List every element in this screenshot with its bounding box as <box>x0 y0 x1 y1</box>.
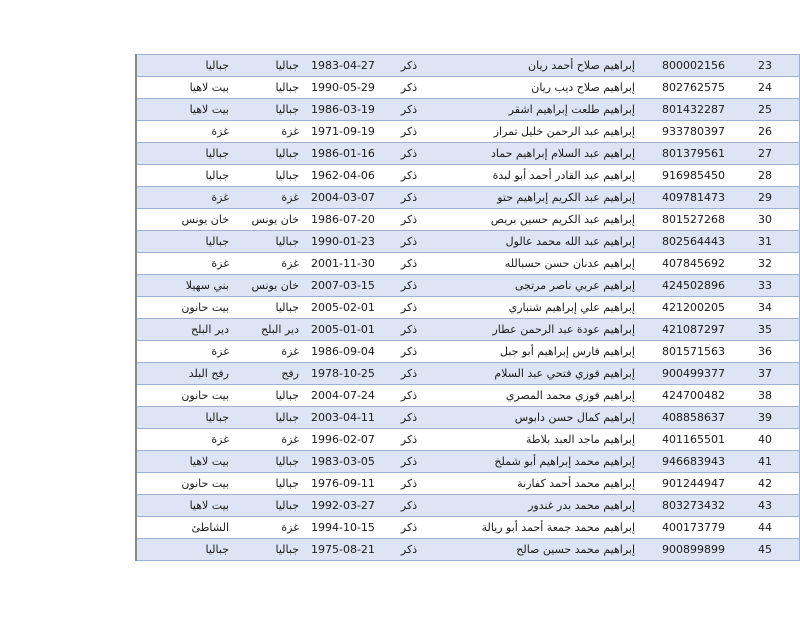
birth-date-cell: 2005-02-01 <box>305 297 379 319</box>
area-cell: الشاطئ <box>136 517 235 539</box>
birth-date-cell: 1976-09-11 <box>305 473 379 495</box>
full-name-cell: إبراهيم محمد إبراهيم أبو شملخ <box>439 451 641 473</box>
governorate-cell: رفح <box>235 363 305 385</box>
birth-date-cell: 1983-04-27 <box>305 55 379 77</box>
row-number-cell: 42 <box>731 473 800 495</box>
id-number-cell: 801571563 <box>641 341 731 363</box>
table-row <box>136 473 800 495</box>
governorate-cell: خان يونس <box>235 209 305 231</box>
governorate-cell: غزة <box>235 121 305 143</box>
id-number-cell: 946683943 <box>641 451 731 473</box>
gender-cell: ذكر <box>379 77 439 99</box>
gender-cell: ذكر <box>379 429 439 451</box>
area-cell: بيت لاهيا <box>136 495 235 517</box>
birth-date-cell: 2004-03-07 <box>305 187 379 209</box>
gender-cell: ذكر <box>379 473 439 495</box>
id-number-cell: 400173779 <box>641 517 731 539</box>
gender-cell: ذكر <box>379 165 439 187</box>
gender-cell: ذكر <box>379 231 439 253</box>
birth-date-cell: 1990-05-29 <box>305 77 379 99</box>
id-number-cell: 933780397 <box>641 121 731 143</box>
id-number-cell: 421200205 <box>641 297 731 319</box>
area-cell: جباليا <box>136 539 235 561</box>
governorate-cell: دير البلح <box>235 319 305 341</box>
area-cell: رفح البلد <box>136 363 235 385</box>
area-cell: جباليا <box>136 143 235 165</box>
gender-cell: ذكر <box>379 539 439 561</box>
full-name-cell: إبراهيم عبد الكريم حسين بريص <box>439 209 641 231</box>
row-number-cell: 34 <box>731 297 800 319</box>
full-name-cell: إبراهيم صلاح ديب ريان <box>439 77 641 99</box>
table-row <box>136 275 800 297</box>
table-row <box>136 341 800 363</box>
area-cell: بيت حانون <box>136 385 235 407</box>
area-cell: بيت حانون <box>136 473 235 495</box>
governorate-cell: جباليا <box>235 165 305 187</box>
row-number-cell: 31 <box>731 231 800 253</box>
gender-cell: ذكر <box>379 495 439 517</box>
birth-date-cell: 1983-03-05 <box>305 451 379 473</box>
area-cell: غزة <box>136 121 235 143</box>
table-row <box>136 451 800 473</box>
row-number-cell: 33 <box>731 275 800 297</box>
gender-cell: ذكر <box>379 451 439 473</box>
birth-date-cell: 1986-09-04 <box>305 341 379 363</box>
row-number-cell: 40 <box>731 429 800 451</box>
governorate-cell: جباليا <box>235 407 305 429</box>
full-name-cell: إبراهيم فوزي فتحي عبد السلام <box>439 363 641 385</box>
governorate-cell: جباليا <box>235 539 305 561</box>
full-name-cell: إبراهيم عبد القادر أحمد أبو لبدة <box>439 165 641 187</box>
row-number-cell: 29 <box>731 187 800 209</box>
id-number-cell: 408858637 <box>641 407 731 429</box>
gender-cell: ذكر <box>379 517 439 539</box>
gender-cell: ذكر <box>379 99 439 121</box>
area-cell: غزة <box>136 341 235 363</box>
table-row <box>136 539 800 561</box>
gender-cell: ذكر <box>379 407 439 429</box>
row-number-cell: 45 <box>731 539 800 561</box>
gender-cell: ذكر <box>379 121 439 143</box>
full-name-cell: إبراهيم ماجد العبد بلاطة <box>439 429 641 451</box>
row-number-cell: 26 <box>731 121 800 143</box>
gender-cell: ذكر <box>379 341 439 363</box>
birth-date-cell: 1962-04-06 <box>305 165 379 187</box>
birth-date-cell: 2003-04-11 <box>305 407 379 429</box>
birth-date-cell: 1986-01-16 <box>305 143 379 165</box>
full-name-cell: إبراهيم محمد جمعة أحمد أبو ريالة <box>439 517 641 539</box>
table-row <box>136 253 800 275</box>
row-number-cell: 30 <box>731 209 800 231</box>
birth-date-cell: 1994-10-15 <box>305 517 379 539</box>
full-name-cell: إبراهيم عربي ناصر مرتجى <box>439 275 641 297</box>
full-name-cell: إبراهيم محمد بدر غندور <box>439 495 641 517</box>
id-number-cell: 803273432 <box>641 495 731 517</box>
gender-cell: ذكر <box>379 319 439 341</box>
birth-date-cell: 1971-09-19 <box>305 121 379 143</box>
id-number-cell: 802564443 <box>641 231 731 253</box>
gender-cell: ذكر <box>379 143 439 165</box>
row-number-cell: 25 <box>731 99 800 121</box>
governorate-cell: غزة <box>235 341 305 363</box>
table-row <box>136 319 800 341</box>
gender-cell: ذكر <box>379 55 439 77</box>
area-cell: خان يونس <box>136 209 235 231</box>
full-name-cell: إبراهيم عودة عبد الرحمن عطار <box>439 319 641 341</box>
table-row <box>136 55 800 77</box>
gender-cell: ذكر <box>379 187 439 209</box>
id-number-cell: 421087297 <box>641 319 731 341</box>
row-number-cell: 39 <box>731 407 800 429</box>
table-row <box>136 231 800 253</box>
row-number-cell: 44 <box>731 517 800 539</box>
area-cell: جباليا <box>136 407 235 429</box>
id-number-cell: 801527268 <box>641 209 731 231</box>
row-number-cell: 38 <box>731 385 800 407</box>
gender-cell: ذكر <box>379 363 439 385</box>
area-cell: بني سهيلا <box>136 275 235 297</box>
area-cell: غزة <box>136 253 235 275</box>
id-number-cell: 801432287 <box>641 99 731 121</box>
birth-date-cell: 1992-03-27 <box>305 495 379 517</box>
governorate-cell: جباليا <box>235 297 305 319</box>
table-row <box>136 407 800 429</box>
table-row <box>136 429 800 451</box>
birth-date-cell: 2005-01-01 <box>305 319 379 341</box>
id-number-cell: 916985450 <box>641 165 731 187</box>
governorate-cell: غزة <box>235 517 305 539</box>
table-row <box>136 517 800 539</box>
table-row <box>136 187 800 209</box>
row-number-cell: 28 <box>731 165 800 187</box>
row-number-cell: 37 <box>731 363 800 385</box>
area-cell: جباليا <box>136 55 235 77</box>
area-cell: بيت حانون <box>136 297 235 319</box>
governorate-cell: جباليا <box>235 473 305 495</box>
governorate-cell: غزة <box>235 253 305 275</box>
row-number-cell: 43 <box>731 495 800 517</box>
id-number-cell: 424502896 <box>641 275 731 297</box>
full-name-cell: إبراهيم عبد الكريم إبراهيم حتو <box>439 187 641 209</box>
table-row <box>136 165 800 187</box>
birth-date-cell: 1975-08-21 <box>305 539 379 561</box>
birth-date-cell: 2004-07-24 <box>305 385 379 407</box>
table-row <box>136 77 800 99</box>
row-number-cell: 36 <box>731 341 800 363</box>
governorate-cell: جباليا <box>235 99 305 121</box>
full-name-cell: إبراهيم علي إبراهيم شنباري <box>439 297 641 319</box>
id-number-cell: 424700482 <box>641 385 731 407</box>
gender-cell: ذكر <box>379 209 439 231</box>
id-number-cell: 407845692 <box>641 253 731 275</box>
table-row <box>136 143 800 165</box>
governorate-cell: جباليا <box>235 231 305 253</box>
table-row <box>136 495 800 517</box>
birth-date-cell: 1986-07-20 <box>305 209 379 231</box>
id-number-cell: 401165501 <box>641 429 731 451</box>
full-name-cell: إبراهيم عدنان حسن حسبالله <box>439 253 641 275</box>
id-number-cell: 802762575 <box>641 77 731 99</box>
governorate-cell: خان يونس <box>235 275 305 297</box>
birth-date-cell: 1996-02-07 <box>305 429 379 451</box>
governorate-cell: غزة <box>235 187 305 209</box>
gender-cell: ذكر <box>379 385 439 407</box>
id-number-cell: 900499377 <box>641 363 731 385</box>
id-number-cell: 409781473 <box>641 187 731 209</box>
governorate-cell: جباليا <box>235 495 305 517</box>
row-number-cell: 41 <box>731 451 800 473</box>
full-name-cell: إبراهيم محمد أحمد كفارنة <box>439 473 641 495</box>
area-cell: جباليا <box>136 165 235 187</box>
governorate-cell: جباليا <box>235 143 305 165</box>
full-name-cell: إبراهيم فوزي محمد المصري <box>439 385 641 407</box>
area-cell: غزة <box>136 187 235 209</box>
gender-cell: ذكر <box>379 253 439 275</box>
full-name-cell: إبراهيم صلاح أحمد ريان <box>439 55 641 77</box>
table-row <box>136 363 800 385</box>
full-name-cell: إبراهيم عبد الله محمد عالول <box>439 231 641 253</box>
table-row <box>136 121 800 143</box>
table-row <box>136 385 800 407</box>
gender-cell: ذكر <box>379 275 439 297</box>
table-row <box>136 297 800 319</box>
birth-date-cell: 1986-03-19 <box>305 99 379 121</box>
full-name-cell: إبراهيم طلعت إبراهيم اشقر <box>439 99 641 121</box>
row-number-cell: 23 <box>731 55 800 77</box>
table-row <box>136 99 800 121</box>
area-cell: بيت لاهيا <box>136 451 235 473</box>
area-cell: بيت لاهيا <box>136 99 235 121</box>
area-cell: جباليا <box>136 231 235 253</box>
governorate-cell: جباليا <box>235 451 305 473</box>
full-name-cell: إبراهيم فارس إبراهيم أبو جبل <box>439 341 641 363</box>
id-number-cell: 801379561 <box>641 143 731 165</box>
gender-cell: ذكر <box>379 297 439 319</box>
full-name-cell: إبراهيم عبد السلام إبراهيم حماد <box>439 143 641 165</box>
id-number-cell: 800002156 <box>641 55 731 77</box>
row-number-cell: 24 <box>731 77 800 99</box>
row-number-cell: 27 <box>731 143 800 165</box>
table-row <box>136 209 800 231</box>
area-cell: دير البلح <box>136 319 235 341</box>
row-number-cell: 32 <box>731 253 800 275</box>
area-cell: غزة <box>136 429 235 451</box>
governorate-cell: جباليا <box>235 77 305 99</box>
id-number-cell: 901244947 <box>641 473 731 495</box>
id-number-cell: 900899899 <box>641 539 731 561</box>
full-name-cell: إبراهيم كمال حسن دابوس <box>439 407 641 429</box>
birth-date-cell: 2007-03-15 <box>305 275 379 297</box>
row-number-cell: 35 <box>731 319 800 341</box>
records-table-body <box>136 55 800 561</box>
birth-date-cell: 1978-10-25 <box>305 363 379 385</box>
governorate-cell: جباليا <box>235 55 305 77</box>
area-cell: بيت لاهيا <box>136 77 235 99</box>
governorate-cell: غزة <box>235 429 305 451</box>
full-name-cell: إبراهيم محمد حسين صالح <box>439 539 641 561</box>
full-name-cell: إبراهيم عبد الرحمن خليل تمراز <box>439 121 641 143</box>
birth-date-cell: 2001-11-30 <box>305 253 379 275</box>
governorate-cell: جباليا <box>235 385 305 407</box>
records-table <box>135 54 800 561</box>
birth-date-cell: 1990-01-23 <box>305 231 379 253</box>
